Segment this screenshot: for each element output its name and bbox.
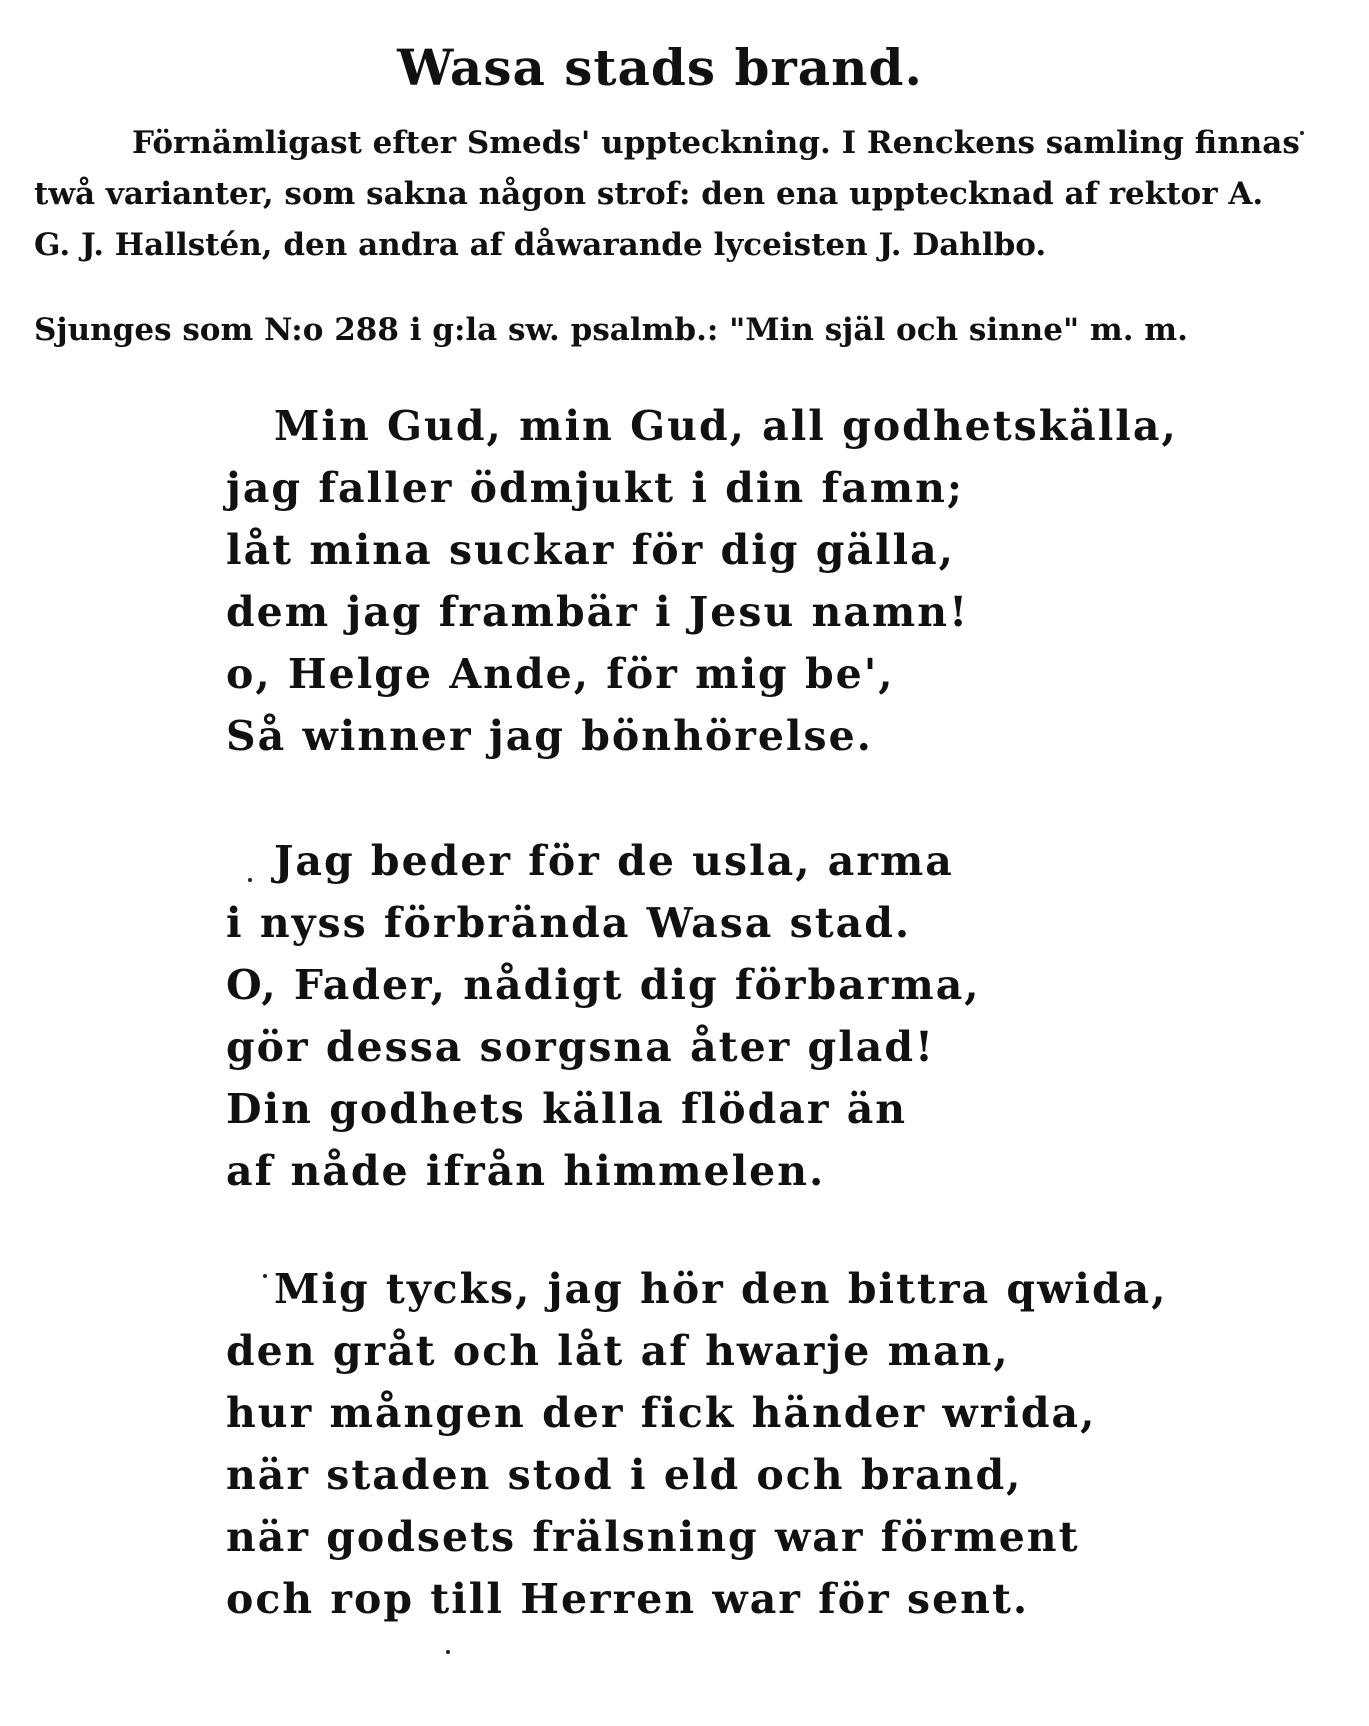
intro-line: Förnämligast efter Smeds' uppteckning. I Renckens samling finnas	[132, 125, 1300, 161]
intro-line: G. J. Hallstén, den andra af dåwarande lyceisten J. Dahlbo.	[34, 227, 1047, 263]
stanza	[226, 395, 1178, 767]
verse-line: den gråt och låt af hwarje man,	[226, 1327, 1010, 1375]
verse-line: Min Gud, min Gud, all godhetskälla,	[274, 402, 1178, 450]
melody-instruction: Sjunges som N:o 288 i g:la sw. psalmb.: "Min själ och sinne" m. m.	[34, 312, 1188, 348]
print-speck	[248, 878, 252, 882]
verse-line: hur mången der fick händer wrida,	[226, 1389, 1097, 1437]
verse-line: när staden stod i eld och brand,	[226, 1451, 1023, 1499]
page-title: Wasa stads brand.	[397, 38, 923, 97]
print-speck	[1300, 131, 1304, 135]
verse-line: Mig tycks, jag hör den bittra qwida,	[274, 1265, 1168, 1313]
intro-paragraph	[34, 118, 1300, 271]
verse-line: gör dessa sorgsna åter glad!	[226, 1023, 936, 1071]
print-speck	[263, 1274, 267, 1278]
print-speck	[446, 1650, 450, 1654]
verse-line: Så winner jag bönhörelse.	[226, 712, 873, 760]
stanza	[226, 1258, 1166, 1630]
verse-line: låt mina suckar för dig gälla,	[226, 526, 955, 574]
verse-line: i nyss förbrända Wasa stad.	[226, 899, 912, 947]
stanza	[226, 830, 1166, 1202]
verse-line: jag faller ödmjukt i din famn;	[226, 464, 965, 512]
verse-line: af nåde ifrån himmelen.	[226, 1147, 826, 1195]
verse-line: o, Helge Ande, för mig be',	[226, 650, 895, 698]
verse-line: och rop till Herren war för sent.	[226, 1575, 1030, 1623]
verse-line: Jag beder för de usla, arma	[274, 837, 954, 885]
verse-line: Din godhets källa flödar än	[226, 1085, 908, 1133]
intro-line: twå varianter, som sakna någon strof: den ena upptecknad af rektor A.	[34, 176, 1264, 212]
verse-line: dem jag frambär i Jesu namn!	[226, 588, 970, 636]
verse-line: när godsets frälsning war förment	[226, 1513, 1080, 1561]
verse-line: O, Fader, nådigt dig förbarma,	[226, 961, 981, 1009]
